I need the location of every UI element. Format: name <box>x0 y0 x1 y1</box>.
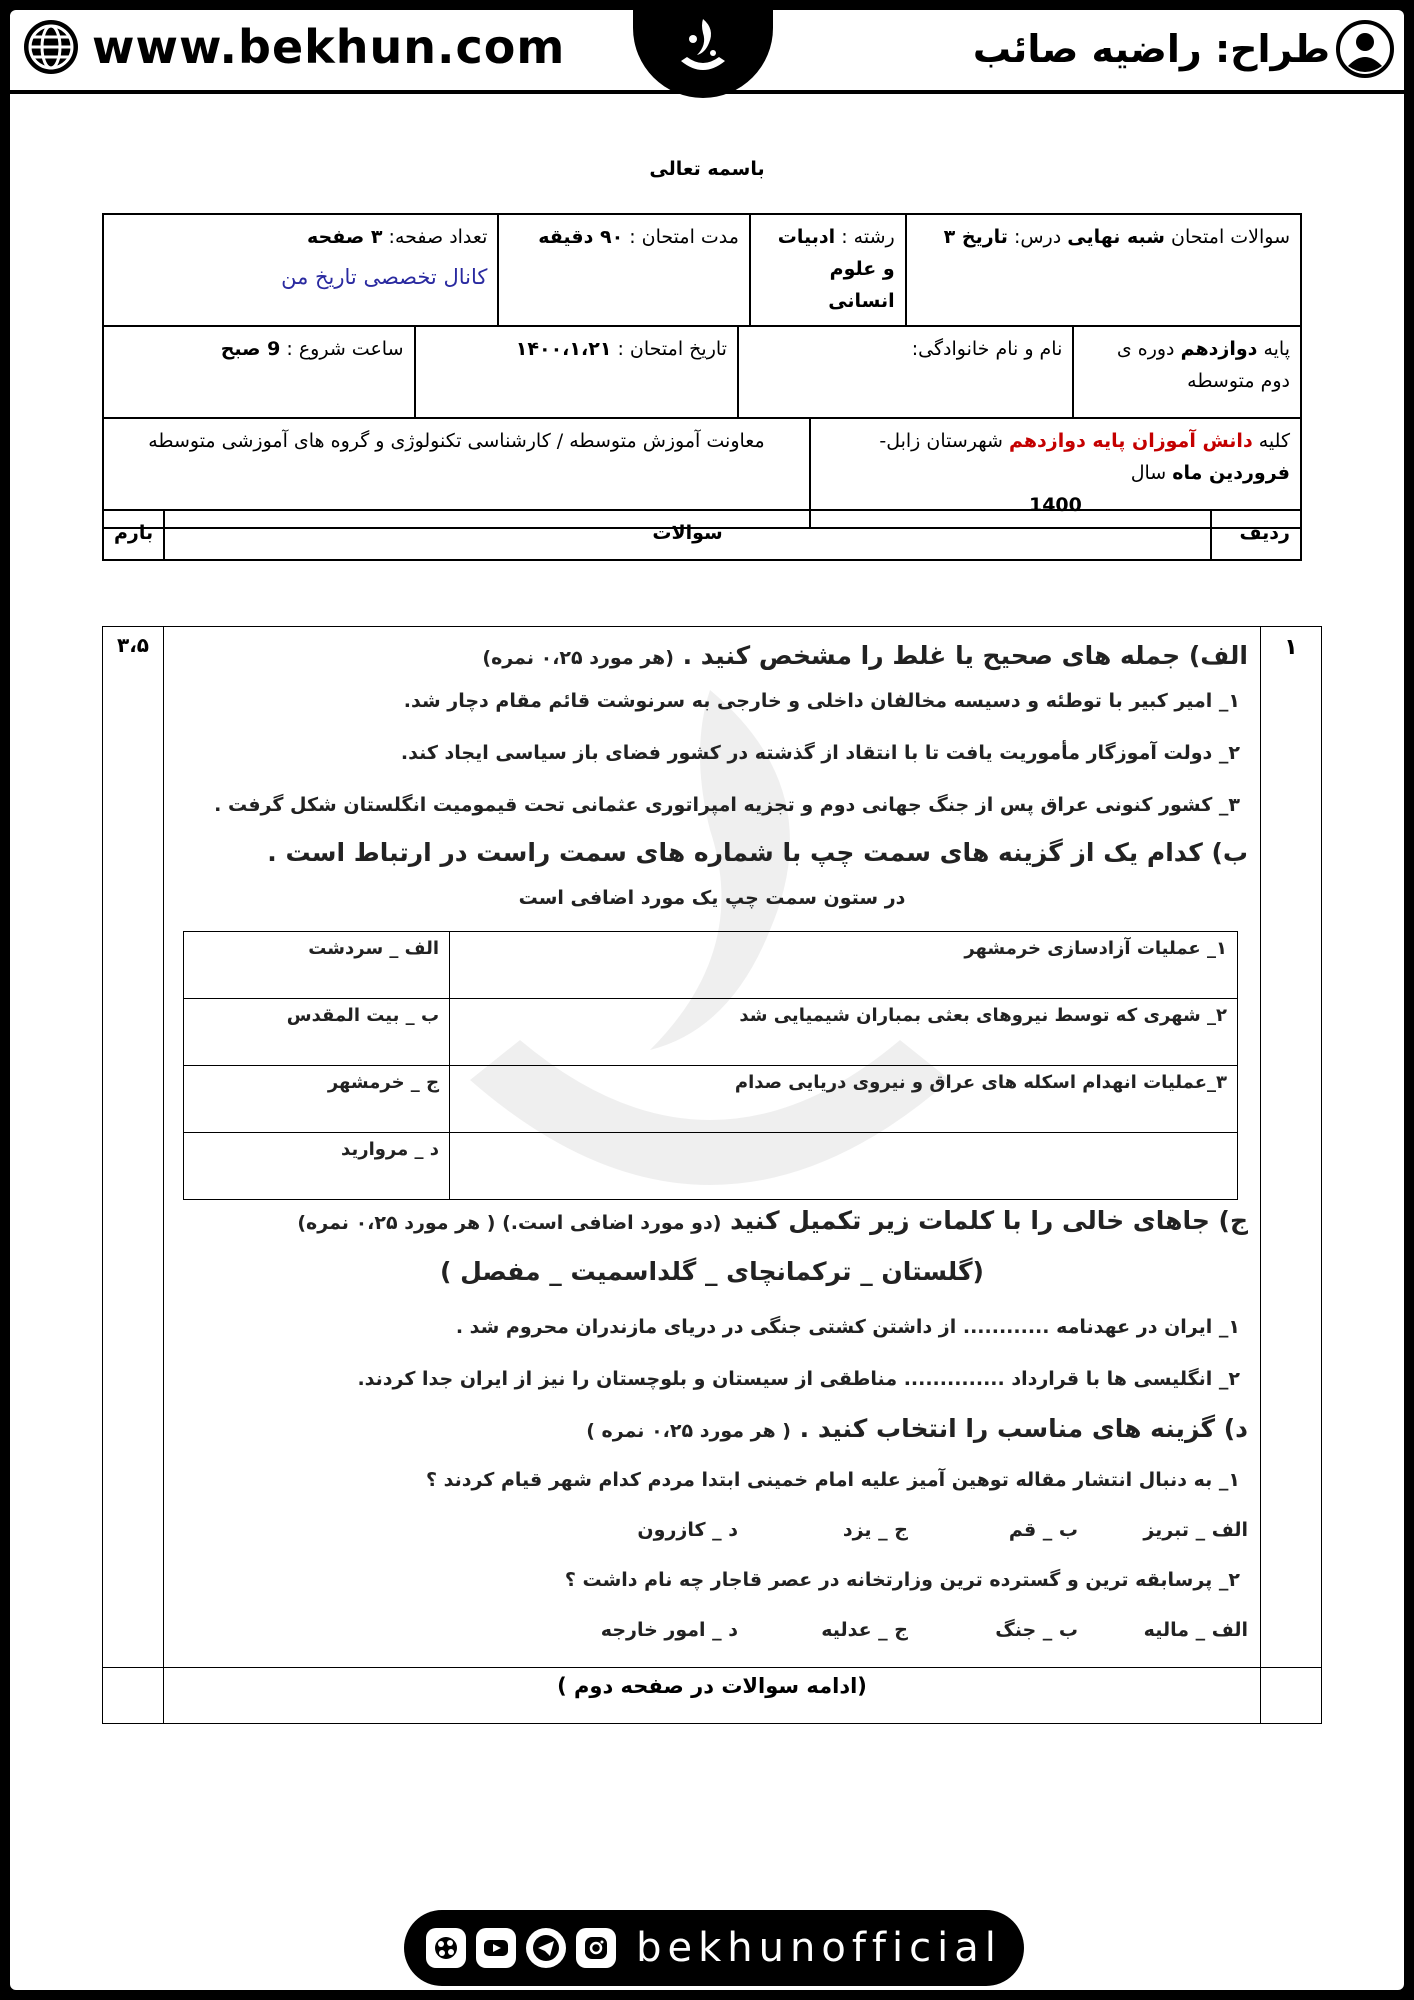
field-cell: رشته : ادبیات و علوم انسانی <box>750 214 906 326</box>
basmala: باسمه تعالی <box>649 158 765 180</box>
website-url[interactable]: www.bekhun.com <box>92 20 566 74</box>
social-bar <box>404 1910 1024 1986</box>
pages-cell: تعداد صفحه: ۳ صفحه کانال تخصصی تاریخ من <box>103 214 498 326</box>
questions-col-header: سوالات <box>164 510 1211 560</box>
part-a-item: ۲_ دولت آموزگار مأموریت یافت تا با انتقاد از گذشته در کشور فضای باز سیاسی ایجاد کند. <box>400 742 1240 764</box>
option[interactable]: ب _ جنگ <box>995 1619 1078 1641</box>
exam-date-cell: تاریخ امتحان : ۱۴۰۰،۱،۲۱ <box>415 326 738 418</box>
grade-cell: پایه دوازدهم دوره ی دوم متوسطه <box>1073 326 1301 418</box>
globe-icon <box>22 18 80 76</box>
match-right-item: ۱_ عملیات آزادسازی خرمشهر <box>450 932 1238 999</box>
part-d-options <box>176 1519 1248 1541</box>
start-time-cell: ساعت شروع : 9 صبح <box>103 326 415 418</box>
match-left-item: ب _ بیت المقدس <box>184 999 450 1066</box>
match-left-item: ج _ خرمشهر <box>184 1066 450 1133</box>
question-body <box>164 627 1261 1668</box>
match-right-item: ۳_عملیات انهدام اسکله های عراق و نیروی دریایی صدام <box>450 1066 1238 1133</box>
department-cell: معاونت آموزش متوسطه / کارشناسی تکنولوژی و گروه های آموزشی متوسطه <box>103 418 810 528</box>
empty-cell <box>103 1668 164 1724</box>
question-score: ۳،۵ <box>103 627 164 1668</box>
designer-name: طراح: راضیه صائب <box>972 27 1330 71</box>
continued-note: (ادامه سوالات در صفحه دوم ) <box>164 1668 1261 1724</box>
part-a-item: ۳_ کشور کنونی عراق پس از جنگ جهانی دوم و تجزیه امپراتوری عثمانی تحت قیمومیت انگلستان شکل گرفت . <box>214 794 1240 816</box>
matching-table <box>183 931 1238 1200</box>
match-right-item: ۲_ شهری که توسط نیروهای بعثی بمباران شیمیایی شد <box>450 999 1238 1066</box>
designer-credit <box>973 20 1394 78</box>
website-link[interactable] <box>22 18 565 76</box>
student-name-cell[interactable]: نام و نام خانوادگی: <box>738 326 1073 418</box>
part-d-options <box>176 1619 1248 1641</box>
exam-info-table <box>102 213 1302 327</box>
score-col-header: بارم <box>103 510 164 560</box>
match-right-item <box>450 1133 1238 1200</box>
part-a-title: الف) جمله های صحیح یا غلط را مشخص کنید . (هر مورد ۰،۲۵ نمره) <box>482 641 1248 670</box>
duration-cell: مدت امتحان : ۹۰ دقیقه <box>498 214 750 326</box>
match-left-item: د _ مروارید <box>184 1133 450 1200</box>
part-d-title: د) گزینه های مناسب را انتخاب کنید . ( هر مورد ۰،۲۵ نمره ) <box>586 1414 1248 1443</box>
bekhun-logo-icon <box>663 9 743 89</box>
telegram-icon[interactable] <box>526 1928 566 1968</box>
question-number: ۱ <box>1261 627 1322 1668</box>
option[interactable]: الف _ تبریز <box>1143 1519 1248 1541</box>
option[interactable]: ب _ قم <box>1008 1519 1078 1541</box>
option[interactable]: ج _ عدلیه <box>821 1619 908 1641</box>
question-table <box>102 626 1322 1724</box>
user-icon <box>1336 20 1394 78</box>
instagram-icon[interactable] <box>576 1928 616 1968</box>
subject-cell: سوالات امتحان شبه نهایی درس: تاریخ ۳ <box>906 214 1301 326</box>
questions-header-row <box>102 509 1302 561</box>
channel-name: کانال تخصصی تاریخ من <box>281 265 488 289</box>
part-d-question: ۲_ پرسابقه ترین و گسترده ترین وزارتخانه در عصر قاجار چه نام داشت ؟ <box>564 1569 1240 1591</box>
exam-info-row2 <box>102 325 1302 419</box>
option[interactable]: د _ امور خارجه <box>600 1619 738 1641</box>
aparat-icon[interactable] <box>426 1928 466 1968</box>
youtube-icon[interactable] <box>476 1928 516 1968</box>
logo-tab <box>633 0 773 98</box>
social-handle[interactable]: bekhunofficial <box>636 1925 1002 1971</box>
empty-cell <box>1261 1668 1322 1724</box>
row-col-header: ردیف <box>1211 510 1301 560</box>
exam-page <box>10 10 1404 1990</box>
part-d-question: ۱_ به دنبال انتشار مقاله توهین آمیز علیه امام خمینی ابتدا مردم کدام شهر قیام کردند ؟ <box>425 1469 1240 1491</box>
option[interactable]: ج _ یزد <box>842 1519 908 1541</box>
part-a-item: ۱_ امیر کبیر با توطئه و دسیسه مخالفان داخلی و خارجی به سرنوشت قائم مقام دچار شد. <box>403 690 1240 712</box>
option[interactable]: د _ کازرون <box>637 1519 738 1541</box>
part-c-title: ج) جاهای خالی را با کلمات زیر تکمیل کنید (دو مورد اضافی است.) ( هر مورد ۰،۲۵ نمره) <box>297 1206 1248 1235</box>
option[interactable]: الف _ مالیه <box>1143 1619 1248 1641</box>
part-c-words: (گلستان _ ترکمانچای _ گلداسمیت _ مفصل ) <box>440 1257 984 1286</box>
part-c-item: ۱_ ایران در عهدنامه ............ از داشتن کشتی جنگی در دریای مازندران محروم شد . <box>455 1316 1240 1338</box>
part-c-item: ۲_ انگلیسی ها با قرارداد .............. مناطقی از سیستان و بلوچستان را نیز از ایران جدا کردند. <box>357 1368 1240 1390</box>
part-b-note: در ستون سمت چپ یک مورد اضافی است <box>518 887 906 909</box>
audience-cell: کلیه دانش آموزان پایه دوازدهم شهرستان زابل- فروردین ماه سال 1400 <box>810 418 1301 528</box>
top-bar <box>10 10 1404 94</box>
match-left-item: الف _ سردشت <box>184 932 450 999</box>
part-b-title: ب) کدام یک از گزینه های سمت چپ با شماره های سمت راست در ارتباط است . <box>267 838 1248 867</box>
